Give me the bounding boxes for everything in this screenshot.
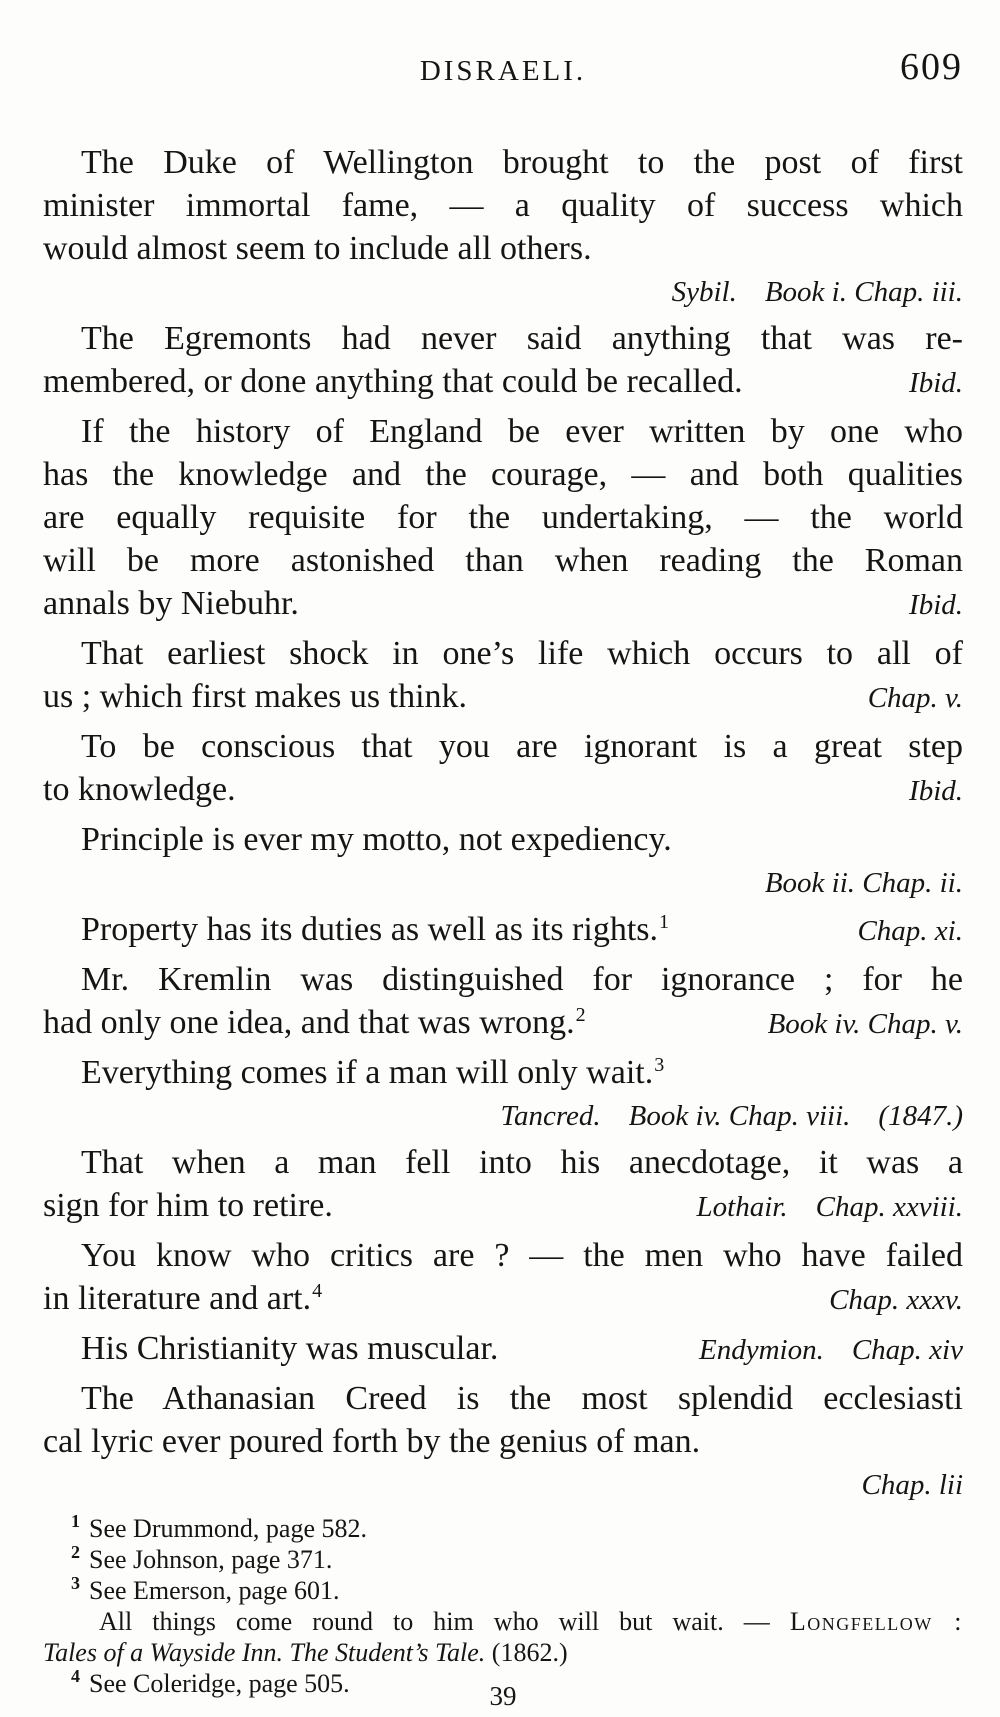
attribution-part: Book i. Chap. iii. <box>764 276 963 308</box>
footnotes-section <box>43 1513 963 1699</box>
footnote-quote-line <box>43 1637 963 1668</box>
quote-attribution <box>43 1465 963 1505</box>
page-header <box>43 45 963 95</box>
footnote-segment: Longfellow : <box>789 1607 963 1636</box>
running-head-title: DISRAELI. <box>419 55 587 87</box>
quote-paragraph <box>43 1377 963 1505</box>
footnote <box>43 1575 963 1606</box>
footnote-number: 1 <box>71 1511 80 1532</box>
quote-paragraph <box>43 1234 963 1322</box>
quote-line: cal lyric ever poured forth by the genius of man. <box>43 1423 701 1460</box>
quote-line <box>43 768 963 813</box>
quote-paragraph <box>43 1051 963 1136</box>
quote-line: That when a man fell into his anecdotage, it was a <box>81 1144 963 1181</box>
quote-line: The Athanasian Creed is the most splendid ecclesiasti <box>81 1380 963 1417</box>
quote-line: Mr. Kremlin was distinguished for ignorance ; for he <box>81 961 963 998</box>
quote-line-text: in literature and art.$^4$ <box>43 1279 323 1317</box>
quote-attribution <box>909 584 963 627</box>
attribution-part: Chap. xi. <box>857 915 963 947</box>
footnote-segment: All things come round to him who will but wait. — <box>99 1607 790 1636</box>
quote-line <box>43 582 963 627</box>
quote-line: If the history of England be ever written by one who <box>81 413 963 450</box>
attribution-part: Chap. xxviii. <box>815 1191 963 1223</box>
quote-paragraph <box>43 317 963 405</box>
quote-attribution <box>829 1279 963 1322</box>
quote-line <box>43 1184 963 1229</box>
quote-paragraph <box>43 908 963 953</box>
quote-attribution <box>909 362 963 405</box>
quote-line <box>43 360 963 405</box>
quote-line-text: to knowledge. <box>43 771 236 808</box>
footnote-marker: 3 <box>654 1053 665 1076</box>
footnote-marker: 1 <box>659 910 670 933</box>
signature-mark: 39 <box>489 1681 517 1711</box>
attribution-part: Ibid. <box>909 589 963 621</box>
attribution-part: Chap. lii <box>861 1469 963 1501</box>
footnote-number: 2 <box>71 1542 80 1563</box>
quote-line: has the knowledge and the courage, — and both qualities <box>43 456 963 493</box>
attribution-part: Book iv. Chap. viii. <box>628 1100 851 1132</box>
quote-attribution <box>868 677 963 720</box>
quote-line: To be conscious that you are ignorant is a great step <box>81 728 963 765</box>
quote-line: The Egremonts had never said anything that was re- <box>81 320 963 357</box>
quote-line <box>43 675 963 720</box>
quote-paragraph <box>43 818 963 903</box>
quote-line: Principle is ever my motto, not expediency. <box>81 821 672 858</box>
attribution-part: Lothair. <box>696 1191 788 1223</box>
footnote-text: See Johnson, page 371. <box>89 1545 333 1574</box>
quote-paragraph <box>43 1141 963 1229</box>
quote-paragraph <box>43 141 963 312</box>
attribution-part: Endymion. <box>699 1334 824 1366</box>
quote-paragraph <box>43 725 963 813</box>
footnote-text: See Drummond, page 582. <box>89 1514 368 1543</box>
quote-line: are equally requisite for the undertaking, — the world <box>43 499 963 536</box>
quote-line-text: Property has its duties as well as its rights.$^1$ <box>81 910 670 948</box>
attribution-part: Chap. xiv <box>851 1334 963 1366</box>
attribution-part: (1847.) <box>878 1100 963 1132</box>
quote-line: will be more astonished than when reading the Roman <box>43 542 963 579</box>
attribution-part: Ibid. <box>909 775 963 807</box>
footnote <box>43 1544 963 1575</box>
quote-line: You know who critics are ? — the men who have failed <box>81 1237 963 1274</box>
quote-attribution <box>768 1003 963 1046</box>
quote-line-text: annals by Niebuhr. <box>43 585 299 622</box>
page-number: 609 <box>900 46 963 88</box>
attribution-part: Chap. v. <box>867 682 963 714</box>
quote-line <box>43 908 963 953</box>
footnote-number: 4 <box>71 1666 80 1687</box>
quote-attribution <box>43 1096 963 1136</box>
quote-attribution <box>909 770 963 813</box>
footnote-segment: (1862.) <box>485 1638 568 1667</box>
quote-line <box>43 1001 963 1046</box>
quote-line: The Duke of Wellington brought to the post of first <box>81 144 963 181</box>
quote-attribution <box>857 910 963 953</box>
attribution-part: Tancred. <box>500 1100 601 1132</box>
quote-line <box>43 1327 963 1372</box>
footnote <box>43 1513 963 1544</box>
quote-line: would almost seem to include all others. <box>43 230 592 267</box>
quote-line: minister immortal fame, — a quality of success which <box>43 187 963 224</box>
attribution-part: Book iv. Chap. v. <box>767 1008 963 1040</box>
footnote-quote-line <box>43 1606 963 1637</box>
quote-line-text: had only one idea, and that was wrong.$^2$ <box>43 1003 586 1041</box>
quote-line: That earliest shock in one’s life which occurs to all of <box>81 635 963 672</box>
quote-line-text: sign for him to retire. <box>43 1187 333 1224</box>
quote-attribution <box>43 272 963 312</box>
quote-attribution <box>699 1329 963 1372</box>
quotes-section <box>43 141 963 1505</box>
attribution-part: Chap. xxxv. <box>829 1284 963 1316</box>
quote-line <box>43 1277 963 1322</box>
footnote-text: See Coleridge, page 505. <box>89 1669 350 1698</box>
quote-line: Everything comes if a man will only wait.$^3$ <box>81 1053 665 1091</box>
quote-attribution <box>43 863 963 903</box>
footnote-marker: 2 <box>575 1003 586 1026</box>
quote-paragraph <box>43 632 963 720</box>
footnote-text: See Emerson, page 601. <box>89 1576 340 1605</box>
attribution-part: Ibid. <box>909 367 963 399</box>
quote-line-text: us ; which first makes us think. <box>43 678 468 715</box>
quote-paragraph <box>43 958 963 1046</box>
quote-line-text: His Christianity was muscular. <box>81 1330 499 1367</box>
quote-paragraph <box>43 410 963 627</box>
quote-line-text: membered, or done anything that could be recalled. <box>43 363 743 400</box>
footnote-marker: 4 <box>312 1279 323 1302</box>
quote-attribution <box>697 1186 963 1229</box>
attribution-part: Book ii. Chap. ii. <box>764 867 963 899</box>
footnote-segment: Tales of a Wayside Inn. The Student’s Tale. <box>43 1638 486 1667</box>
attribution-part: Sybil. <box>671 276 737 308</box>
footnote-number: 3 <box>71 1573 80 1594</box>
quote-paragraph <box>43 1327 963 1372</box>
